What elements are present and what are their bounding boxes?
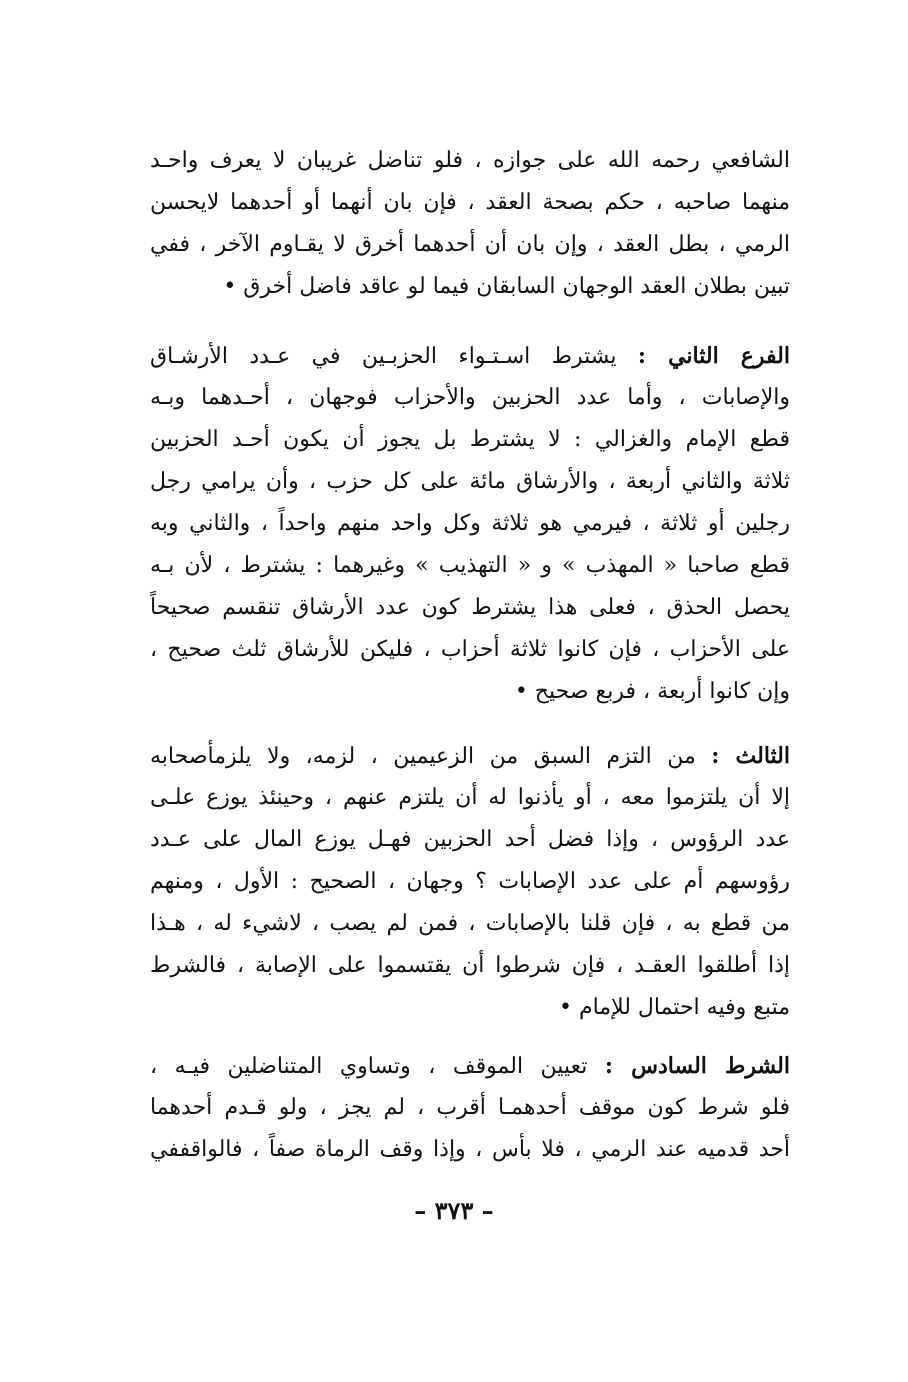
text-line: على الأحزاب ، فإن كانوا ثلاثة أحزاب ، فليكن للأرشاق ثلث صحيح ،: [150, 637, 790, 662]
paragraph-4: [150, 1045, 790, 1171]
text-line: الرمي ، بطل العقد ، وإن بان أن أحدهما أخرق لا يقـاوم الآخر ، ففي: [150, 232, 790, 257]
text-line-content: تعيين الموقف ، وتساوي المتناضلين فيـه ،: [150, 1054, 588, 1079]
text-line: متبع وفيه احتمال للإمام •: [559, 995, 790, 1020]
text-line: منهما صاحبه ، حكم بصحة العقد ، فإن بان أنهما أو أحدهما لايحسن: [150, 190, 790, 215]
text-line: يحصل الحذق ، فعلى هذا يشترط كون عدد الأرشاق تنقسم صحيحاً: [150, 595, 790, 620]
text-line: تبين بطلان العقد الوجهان السابقان فيما لو عاقد فاضل أخرق •: [223, 274, 790, 299]
text-line: ثلاثة والثاني أربعة ، والأرشاق مائة على كل حزب ، وأن يرامي رجل: [150, 469, 790, 494]
text-line: فلو شرط كون موقف أحدهمـا أقرب ، لم يجز ، ولو قـدم أحدهما: [150, 1095, 790, 1120]
text-line: من قطع به ، فإن قلنا بالإصابات ، فمن لم يصب ، لاشيء له ، هـذا: [150, 911, 790, 936]
text-line: رجلين أو ثلاثة ، فيرمي هو ثلاثة وكل واحد منهم واحداً ، والثاني وبه: [150, 511, 790, 536]
text-line: رؤوسهم أم على عدد الإصابات ؟ وجهان ، الصحيح : الأول ، ومنهم: [150, 869, 790, 894]
text-line: والإصابات ، وأما عدد الحزبين والأحزاب فوجهان ، أحـدهما وبـه: [150, 385, 790, 410]
text-line-content: من التزم السبق من الزعيمين ، لزمه، ولا يلزمأصحابه: [150, 744, 696, 769]
section-heading: الشرط السادس :: [604, 1053, 790, 1079]
text-line: إذا أطلقوا العقـد ، فإن شرطوا أن يقتسموا على الإصابة ، فالشرط: [150, 953, 790, 978]
paragraph-3: [150, 735, 790, 1029]
paragraph-2: [150, 335, 790, 713]
text-line: عدد الرؤوس ، وإذا فضل أحد الحزبين فهـل يوزع المال على عـدد: [150, 827, 790, 852]
paragraph-1: [150, 140, 790, 308]
text-line: إلا أن يلتزموا معه ، أو يأذنوا له أن يلتزم عنهم ، وحينئذ يوزع علـى: [150, 785, 790, 810]
text-line: وإن كانوا أربعة ، فربع صحيح •: [514, 679, 790, 704]
text-line: قطع صاحبا « المهذب » و « التهذيب » وغيرهما : يشترط ، لأن بـه: [150, 553, 790, 578]
page-number: – ٣٧٣ –: [414, 1196, 494, 1225]
text-line-content: يشترط اسـتـواء الحزبـين في عـدد الأرشـاق: [150, 344, 617, 369]
text-line: [150, 335, 790, 377]
text-line: الشافعي رحمه الله على جوازه ، فلو تناضل غريبان لا يعرف واحـد: [150, 148, 790, 173]
text-line: [150, 735, 790, 777]
section-heading: الثالث :: [711, 743, 791, 769]
text-line: [150, 1045, 790, 1087]
text-line: أحد قدميه عند الرمي ، فلا بأس ، وإذا وقف الرماة صفاً ، فالواقففي: [150, 1137, 790, 1162]
text-line: قطع الإمام والغزالي : لا يشترط بل يجوز أن يكون أحـد الحزبين: [150, 427, 790, 452]
section-heading: الفرع الثاني :: [637, 343, 790, 369]
